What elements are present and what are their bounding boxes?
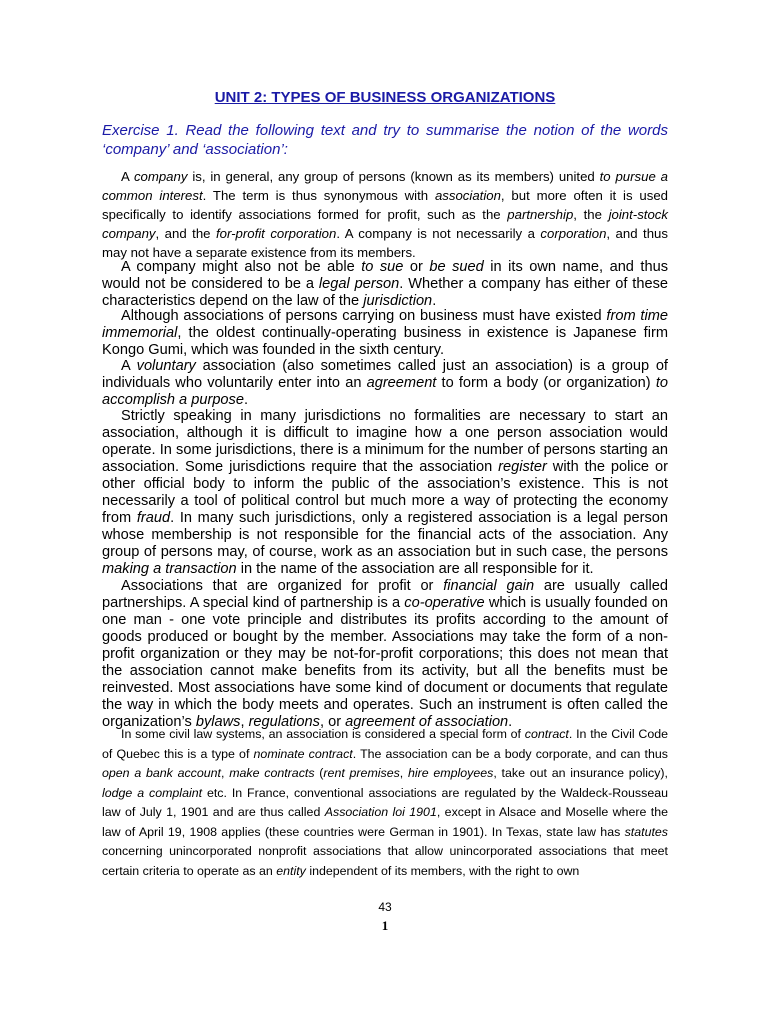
italic-term: entity	[276, 863, 306, 878]
text-run: , except in Alsace and Moselle where the law of April 19, 1908 applies (these countries were German in 1901). In Texas, state law has	[102, 805, 668, 839]
italic-term: company	[133, 169, 188, 184]
italic-term: bylaws	[195, 714, 241, 730]
text-run: with the police or other official body to inform the public of the association’s existence. This is not necessarily a tool of political control but much more a way of protecting the economy from	[102, 459, 668, 526]
italic-term: making a transaction	[102, 561, 237, 577]
text-run: or	[403, 259, 430, 275]
exercise-instruction: Exercise 1. Read the following text and try to summarise the notion of the words ‘company’ and ‘association’:	[102, 122, 668, 158]
text-run: . In the Civil Code of Quebec this is a type of	[102, 727, 668, 761]
text-run: . In many such jurisdictions, only a registered association is a legal person whose membership is not responsible for the financial acts of the association. Any group of persons may, of course, work as an association but in such case, the persons	[102, 510, 669, 560]
text-run: . A company is not necessarily a	[336, 226, 541, 241]
text-run: in the name of the association are all responsible for it.	[236, 561, 594, 577]
text-run: In some civil law systems, an association is considered a special form of	[121, 727, 525, 741]
italic-term: to sue	[361, 259, 404, 275]
italic-term: voluntary	[136, 358, 196, 374]
text-run: ,	[399, 766, 408, 780]
italic-term: corporation	[540, 226, 607, 241]
paragraph-kongo-gumi	[102, 308, 668, 359]
italic-term: legal person	[318, 276, 400, 292]
text-run: (	[314, 766, 324, 780]
italic-term: financial gain	[443, 578, 535, 594]
text-run: association (also sometimes called just an association) is a group of individuals who voluntarily enter into an	[102, 358, 668, 391]
italic-term: statutes	[624, 824, 668, 839]
italic-term: contract	[524, 727, 569, 741]
text-run: A	[121, 358, 137, 374]
paragraph-company-definition	[102, 167, 668, 262]
text-run: , the oldest continually-operating business in existence is Japanese firm Kongo Gumi, which was founded in the sixth century.	[102, 325, 668, 358]
text-run: to form a body (or organization)	[436, 375, 656, 391]
italic-term: lodge a complaint	[102, 785, 203, 800]
text-run: . Whether a company has either of these characteristics depend on the law of the	[102, 276, 668, 309]
text-run: are usually called partnerships. A special kind of partnership is a	[102, 578, 668, 611]
italic-term: make contracts	[229, 766, 315, 780]
text-run: independent of its members, with the right to own	[305, 863, 580, 878]
text-run: A company might also not be able	[121, 259, 362, 275]
page-number: 43	[378, 900, 392, 914]
italic-term: co-operative	[404, 595, 485, 611]
text-run: ,	[221, 766, 230, 780]
text-run: in its own name, and thus would not be considered to be a	[102, 259, 669, 292]
italic-term: for-profit corporation	[215, 226, 337, 241]
text-run: , and the	[155, 226, 216, 241]
text-run: , or	[319, 714, 346, 730]
paragraph-voluntary-association	[102, 358, 668, 409]
text-run: concerning unincorporated nonprofit associations that allow unincorporated associations that meet certain criteria to operate as an	[102, 844, 668, 878]
text-run: , but more often it is used specifically to identify associations formed for profit, such as the	[102, 188, 668, 222]
text-run: Associations that are organized for profit or	[121, 578, 444, 594]
italic-term: from time immemorial	[102, 308, 668, 341]
paragraph-partnerships	[102, 578, 668, 731]
italic-term: joint-stock company	[102, 207, 668, 241]
italic-term: rent premises	[323, 766, 400, 780]
text-run: , and thus may not have a separate existence from its members.	[102, 226, 668, 260]
italic-term: to accomplish a purpose	[102, 375, 668, 408]
paragraph-legal-person	[102, 259, 668, 310]
text-run: , take out an insurance policy),	[493, 766, 668, 780]
text-run: A	[121, 169, 134, 184]
page-title: UNIT 2: TYPES OF BUSINESS ORGANIZATIONS	[214, 89, 556, 106]
text-run: . The term is thus synonymous with	[202, 188, 435, 203]
italic-term: open a bank account	[102, 766, 221, 780]
text-run: is, in general, any group of persons (known as its members) united	[187, 169, 600, 184]
text-run: Strictly speaking in many jurisdictions no formalities are necessary to start an association, although it is difficult to imagine how a one person association would operate. In some jurisdictions, there is a minimum for the number of persons starting an association. Some jurisdictions require that the association	[102, 408, 668, 475]
text-run: .	[508, 714, 513, 730]
italic-term: partnership	[507, 207, 574, 222]
italic-term: Association loi 1901	[324, 805, 437, 819]
italic-term: nominate contract	[253, 746, 353, 761]
text-run: Although associations of persons carrying on business must have existed	[121, 308, 607, 324]
text-run: which is usually founded on one man - one vote principle and distributes its profits according to the amount of goods produced or bought by the member. Associations may take the form of a non-profit organization or they may be not-for-profit corporations; this does not mean that the association cannot make benefits from its activity, but all the benefits must be reinvested. Most associations have some kind of document or documents that regulate the way in which the body meets and operates. Such an instrument is often called the organization’s	[102, 595, 668, 730]
italic-term: to pursue a common interest	[102, 169, 668, 203]
paragraph-formalities	[102, 408, 668, 578]
italic-term: agreement of association	[345, 714, 509, 730]
text-run: etc. In France, conventional associations are regulated by the Waldeck-Rousseau law of July 1, 1901 and are thus called	[102, 785, 668, 819]
italic-term: association	[434, 188, 501, 203]
text-run: .	[243, 392, 249, 408]
text-run: ,	[240, 714, 249, 730]
paragraph-civil-law	[102, 725, 668, 881]
italic-term: register	[498, 459, 547, 475]
italic-term: agreement	[366, 375, 437, 391]
sheet-number: 1	[381, 918, 389, 933]
text-run: . The association can be a body corporate, and can thus	[352, 746, 668, 761]
text-run: .	[432, 293, 437, 309]
italic-term: be sued	[429, 259, 484, 275]
italic-term: jurisdiction	[363, 293, 433, 309]
italic-term: hire employees	[408, 766, 494, 780]
italic-term: fraud	[136, 510, 171, 526]
italic-term: regulations	[248, 714, 320, 730]
text-run: , the	[573, 207, 609, 222]
